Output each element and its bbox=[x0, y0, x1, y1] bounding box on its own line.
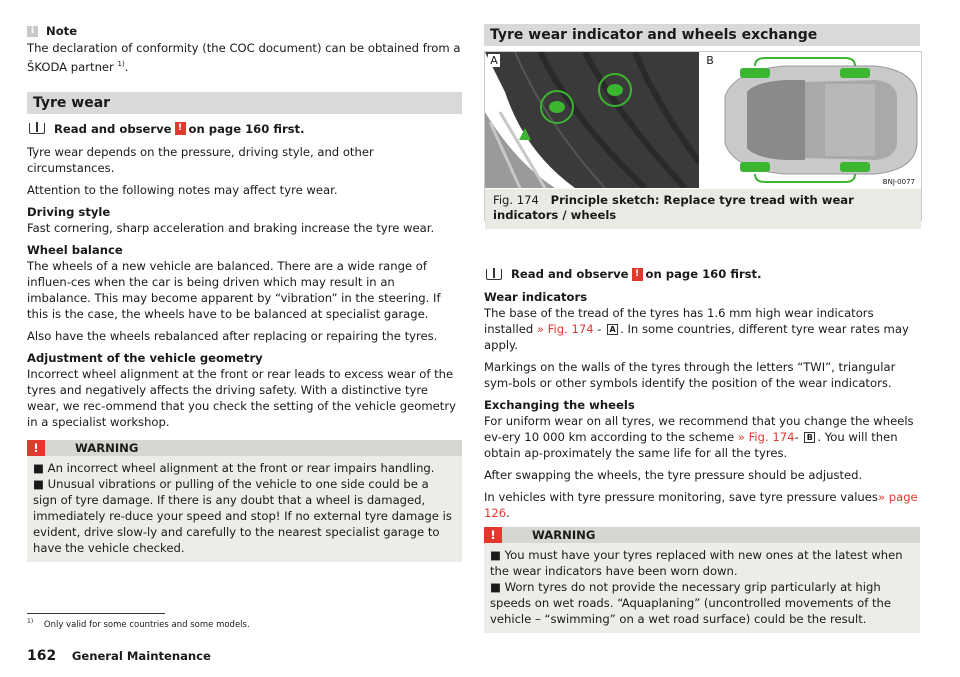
warning-title: WARNING bbox=[532, 528, 596, 542]
paragraph: Incorrect wheel alignment at the front or rear leads to excess wear of the tyres and negatively affects the driving safety. With a distinctive tyre wear, we rec-ommend that you check the setting of the vehicle geometry in a specialist workshop. bbox=[27, 366, 456, 429]
subheading-exchanging-wheels: Exchanging the wheels bbox=[484, 398, 635, 412]
figure-174 bbox=[484, 51, 922, 221]
paragraph: In vehicles with tyre pressure monitoring, save tyre pressure values» page 126. bbox=[484, 490, 918, 520]
paragraph: Attention to the following notes may affect tyre wear. bbox=[27, 182, 338, 197]
warning-icon: ! bbox=[175, 122, 186, 135]
footnote-mark: 1) bbox=[27, 618, 34, 625]
paragraph: Also have the wheels rebalanced after replacing or repairing the tyres. bbox=[27, 328, 438, 343]
warning-icon: ! bbox=[27, 440, 45, 456]
warning-header bbox=[484, 527, 920, 543]
chapter-title: General Maintenance bbox=[71, 649, 211, 663]
warning-header bbox=[27, 440, 462, 456]
footnote-text: Only valid for some countries and some models. bbox=[43, 619, 250, 630]
subheading-wheel-balance: Wheel balance bbox=[27, 242, 123, 257]
wheel-front-left bbox=[740, 68, 770, 78]
warning-box bbox=[27, 440, 462, 562]
figure-ref-a: A bbox=[607, 324, 618, 335]
warning-box bbox=[484, 527, 920, 633]
book-icon bbox=[29, 123, 45, 134]
warning-icon: ! bbox=[632, 268, 643, 281]
fig-174-link[interactable]: » Fig. 174 bbox=[737, 430, 795, 444]
wheel-rear-left bbox=[840, 68, 870, 78]
section-title-tyre-wear: Tyre wear bbox=[27, 92, 462, 114]
figure-illustration bbox=[485, 52, 921, 188]
page-footer bbox=[27, 645, 211, 664]
subheading-wear-indicators: Wear indicators bbox=[484, 290, 588, 304]
figure-label-a: A bbox=[488, 54, 500, 67]
wheel-rear-right bbox=[840, 162, 870, 172]
read-observe-row: Read and observe ! on page 160 first. bbox=[27, 120, 462, 138]
warning-item: ■ Worn tyres do not provide the necessary grip particularly at high speeds on wet roads. “Aquaplaning” (uncontrolled movements of the vehicle – “swimming” on a wet road surface) could be the result. bbox=[490, 580, 892, 626]
warning-icon: ! bbox=[484, 527, 502, 543]
page-126-link[interactable]: » page 126 bbox=[484, 490, 918, 520]
paragraph: After swapping the wheels, the tyre pressure should be adjusted. bbox=[484, 468, 863, 482]
info-icon: i bbox=[27, 26, 38, 37]
wheel-front-right bbox=[740, 162, 770, 172]
paragraph: Fast cornering, sharp acceleration and braking increase the tyre wear. bbox=[27, 220, 435, 235]
section-title-tyre-wear-indicator: Tyre wear indicator and wheels exchange bbox=[484, 24, 920, 46]
fig-174-link[interactable]: » Fig. 174 bbox=[536, 322, 594, 336]
figure-label-b: B bbox=[704, 54, 716, 67]
figure-caption bbox=[485, 189, 921, 229]
paragraph: Markings on the walls of the tyres through the letters “TWI”, triangular sym-bols or other symbols identify the position of the wear indicators. bbox=[484, 360, 896, 390]
left-column bbox=[27, 24, 462, 562]
read-observe-row: Read and observe ! on page 160 first. bbox=[484, 265, 920, 283]
figure-number: Fig. 174 bbox=[493, 193, 539, 207]
page-160-link[interactable]: on page 160 first. bbox=[188, 121, 305, 136]
warning-title: WARNING bbox=[75, 440, 139, 455]
figure-caption-text: Principle sketch: Replace tyre tread with wear indicators / wheels bbox=[493, 193, 854, 222]
note-title: Note bbox=[46, 24, 78, 38]
figure-code: BNJ-0077 bbox=[882, 178, 915, 186]
warning-item: ■ An incorrect wheel alignment at the front or rear impairs handling. bbox=[33, 460, 435, 475]
paragraph: The wheels of a new vehicle are balanced. There are a wide range of influen-ces when the car is being driven which may result in an imbalance. This may become apparent by “vibration” in the steering. If this is the case, the wheels have to be balanced at specialist garage. bbox=[27, 258, 441, 321]
page-number: 162 bbox=[27, 648, 57, 664]
paragraph: Tyre wear depends on the pressure, driving style, and other circumstances. bbox=[27, 144, 374, 175]
warning-item: ■ Unusual vibrations or pulling of the vehicle to one side could be a sign of tyre damage. If there is any doubt that a wheel is damaged, immediately re-duce your speed and stop! If no external tyre damage is evident, drive slow-ly and carefully to the nearest specialist garage to have the vehicle checked. bbox=[33, 476, 452, 555]
figure-ref-b: B bbox=[804, 432, 815, 443]
subheading-driving-style: Driving style bbox=[27, 204, 111, 219]
warning-item: ■ You must have your tyres replaced with new ones at the latest when the wear indicators have been worn down. bbox=[490, 548, 903, 578]
footnote bbox=[27, 618, 250, 630]
paragraph: For uniform wear on all tyres, we recommend that you change the wheels ev-ery 10 000 km according to the scheme » Fig. 174- B . You will then obtain ap-proximately the same life for all the tyres. bbox=[484, 414, 914, 460]
paragraph: The base of the tread of the tyres has 1.6 mm high wear indicators installed » Fig. 174 - A . In some countries, different tyre wear rates may apply. bbox=[484, 306, 909, 352]
subheading-vehicle-geometry: Adjustment of the vehicle geometry bbox=[27, 350, 263, 365]
note-text: The declaration of conformity (the COC document) can be obtained from a ŠKODA partner $^{1)}$. bbox=[27, 41, 461, 74]
right-column bbox=[484, 24, 920, 633]
note-header bbox=[27, 24, 462, 38]
page-160-link[interactable]: on page 160 first. bbox=[645, 267, 762, 281]
footnote-reference[interactable]: 1) bbox=[117, 60, 125, 68]
footnote-divider bbox=[27, 613, 165, 614]
book-icon bbox=[486, 269, 502, 280]
